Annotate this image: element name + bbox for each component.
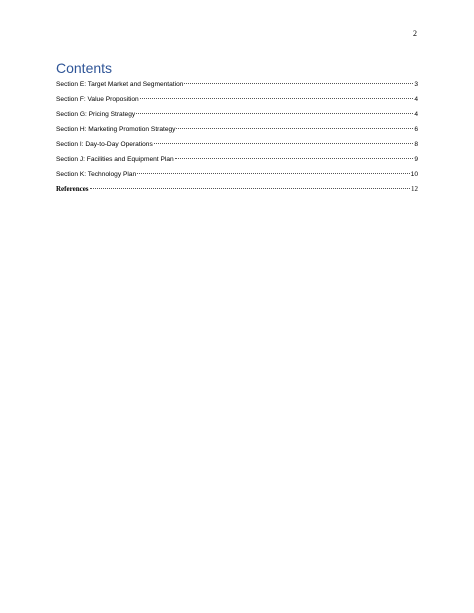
toc-entry-section-h[interactable] [56, 124, 418, 139]
toc-entry-title: Section F: Value Proposition [56, 96, 139, 103]
toc-entry-page: 3 [414, 81, 418, 88]
toc-dot-leader [136, 113, 413, 114]
toc-entry-section-i[interactable] [56, 139, 418, 154]
toc-dot-leader [90, 188, 410, 189]
toc-entry-references[interactable] [56, 184, 418, 199]
toc-entry-page: 9 [414, 156, 418, 163]
toc-entry-section-k[interactable] [56, 169, 418, 184]
toc-entry-title: Section H: Marketing Promotion Strategy [56, 126, 176, 133]
toc-dot-leader [140, 98, 414, 99]
toc-entry-section-j[interactable] [56, 154, 418, 169]
toc-entry-title: Section I: Day-to-Day Operations [56, 141, 153, 148]
toc-entry-section-f[interactable] [56, 94, 418, 109]
toc-dot-leader [176, 128, 413, 129]
toc-entry-title: Section E: Target Market and Segmentation [56, 81, 184, 88]
toc-dot-leader [175, 158, 414, 159]
toc-entry-title: References [56, 185, 89, 193]
toc-entry-page: 6 [414, 126, 418, 133]
toc-entry-title: Section K: Technology Plan [56, 171, 137, 178]
toc-entry-page: 4 [414, 111, 418, 118]
toc-entry-section-g[interactable] [56, 109, 418, 124]
toc-entry-page: 8 [414, 141, 418, 148]
toc-entry-page: 4 [414, 96, 418, 103]
contents-heading: Contents [56, 60, 113, 76]
toc-entry-title: Section J: Facilities and Equipment Plan [56, 156, 174, 163]
table-of-contents [56, 79, 418, 199]
toc-entry-title: Section G: Pricing Strategy [56, 111, 136, 118]
toc-entry-section-e[interactable] [56, 79, 418, 94]
toc-dot-leader [184, 83, 413, 84]
toc-entry-page: 12 [411, 185, 418, 193]
toc-dot-leader [154, 143, 414, 144]
toc-dot-leader [137, 173, 410, 174]
toc-entry-page: 10 [410, 171, 418, 178]
page-number: 2 [413, 29, 417, 38]
